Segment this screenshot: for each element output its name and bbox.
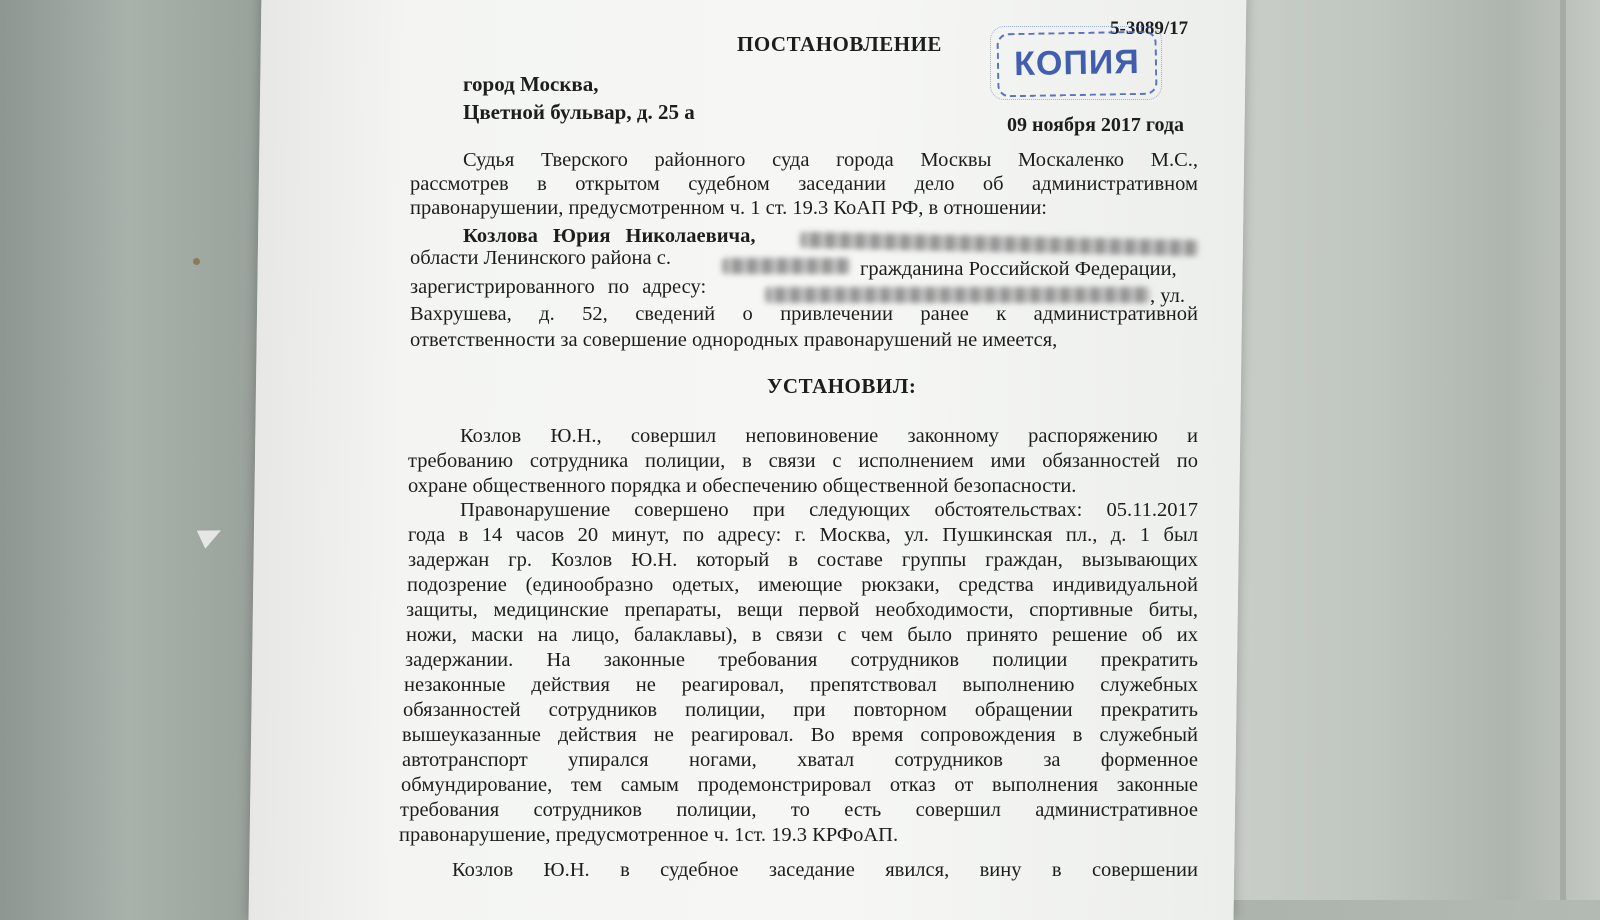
redacted-text: [722, 258, 850, 274]
section-heading: УСТАНОВИЛ:: [767, 374, 917, 398]
body-line: требования сотрудников полиции, то есть совершил административное: [400, 799, 1198, 821]
intro-line: правонарушении, предусмотренном ч. 1 ст. 19.3 КоАП РФ, в отношении:: [410, 197, 1047, 219]
redacted-text: [800, 232, 1198, 256]
intro-line: Вахрушева, д. 52, сведений о привлечении ранее к административной: [410, 303, 1198, 325]
defendant-name: Козлова Юрия Николаевича,: [463, 225, 756, 247]
intro-line: ответственности за совершение однородных правонарушений не имеется,: [410, 329, 1058, 351]
body-line: Правонарушение совершено при следующих обстоятельствах: 05.11.2017: [460, 499, 1198, 521]
body-line: обязанностей сотрудников полиции, при повторном обращении прекратить: [403, 699, 1198, 721]
court-address: Цветной бульвар, д. 25 а: [463, 100, 695, 124]
redacted-text: [765, 287, 1150, 303]
body-line: задержан гр. Козлов Ю.Н. который в составе группы граждан, вызывающих: [408, 549, 1198, 571]
intro-line: зарегистрированного по адресу:: [410, 276, 707, 298]
body-line: задержании. На законные требования сотрудников полиции прекратить: [405, 649, 1198, 671]
body-line: вышеуказанные действия не реагировал. Во время сопровождения в служебный: [402, 724, 1198, 746]
body-line: требованию сотрудника полиции, в связи с исполнением ими обязанностей по: [408, 450, 1198, 472]
body-line: незаконные действия не реагировал, препятствовал выполнению служебных: [404, 674, 1198, 696]
city: город Москва,: [463, 72, 599, 96]
document-date: 09 ноября 2017 года: [1007, 114, 1185, 136]
body-line: года в 14 часов 20 минут, по адресу: г. Москва, ул. Пушкинская пл., д. 1 был: [408, 524, 1198, 546]
body-line: автотранспорт упирался ногами, хватал сотрудников за форменное: [402, 749, 1198, 771]
intro-line: гражданина Российской Федерации,: [860, 258, 1177, 280]
intro-line: Судья Тверского районного суда города Москвы Москаленко М.С.,: [463, 149, 1198, 171]
case-number: 5-3089/17: [1110, 18, 1189, 39]
copy-stamp: КОПИЯ: [996, 31, 1157, 98]
document-title: ПОСТАНОВЛЕНИЕ: [737, 32, 942, 56]
intro-line: области Ленинского района с.: [410, 247, 671, 269]
body-line: защиты, медицинские препараты, вещи первой необходимости, спортивные биты,: [406, 599, 1198, 621]
body-line: охране общественного порядка и обеспечению общественной безопасности.: [408, 475, 1077, 497]
intro-line: , ул.: [1150, 285, 1185, 307]
body-line: правонарушение, предусмотренное ч. 1ст. 19.3 КРФоАП.: [399, 824, 899, 846]
body-line: Козлов Ю.Н. в судебное заседание явился, вину в совершении: [452, 859, 1198, 881]
body-line: обмундирование, тем самым продемонстрировал отказ от выполнения законные: [401, 774, 1198, 796]
body-line: Козлов Ю.Н., совершил неповиновение законному распоряжению и: [460, 425, 1198, 447]
body-line: подозрение (единообразно одетых, имеющие рюкзаки, средства индивидуальной: [407, 574, 1198, 596]
body-line: ножи, маски на лицо, балаклавы), в связи с чем было принято решение об их: [406, 624, 1198, 646]
intro-line: рассмотрев в открытом судебном заседании дело об административном: [410, 173, 1198, 195]
